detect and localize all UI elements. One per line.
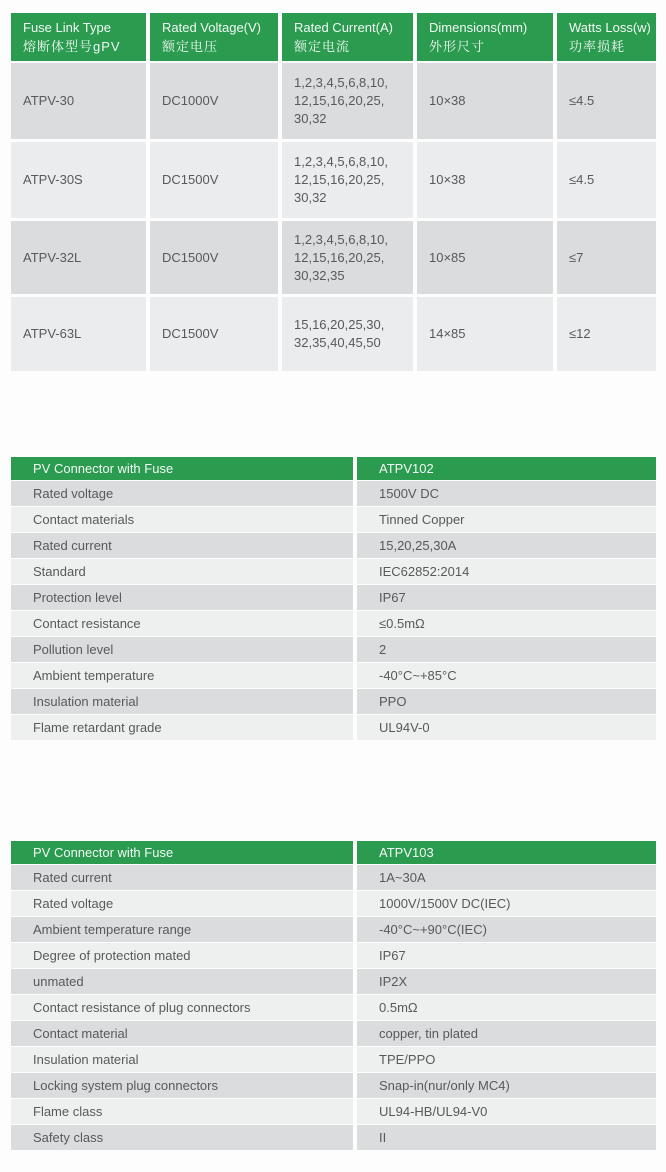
table-row xyxy=(11,663,656,688)
table-row xyxy=(11,689,656,714)
header-en: Fuse Link Type xyxy=(23,20,111,35)
table-row xyxy=(11,507,656,532)
header-zh: 额定电压 xyxy=(162,39,219,54)
spec-value: 2 xyxy=(357,637,656,662)
fuse-watts: ≤12 xyxy=(569,326,591,341)
table-row xyxy=(11,865,656,890)
spec-label: Insulation material xyxy=(11,689,353,714)
spec-value: IP67 xyxy=(357,585,656,610)
fuse-table-header-row xyxy=(11,13,656,61)
connector-table-body xyxy=(11,865,656,1150)
table-row xyxy=(11,1021,656,1046)
fuse-watts-cell xyxy=(557,221,656,294)
fuse-current: 15,16,20,25,30, 32,35,40,45,50 xyxy=(294,317,385,350)
connector-table-header xyxy=(11,841,656,864)
fuse-dimensions: 10×85 xyxy=(429,249,466,265)
spec-value: PPO xyxy=(357,689,656,714)
fuse-type: ATPV-63L xyxy=(23,326,82,341)
table-row xyxy=(11,637,656,662)
table-row xyxy=(11,943,656,968)
spec-value: 1500V DC xyxy=(357,481,656,506)
fuse-watts-cell xyxy=(557,142,656,218)
table-row xyxy=(11,585,656,610)
spec-value: II xyxy=(357,1125,656,1150)
spec-label: Flame retardant grade xyxy=(11,715,353,740)
spec-value: Tinned Copper xyxy=(357,507,656,532)
fuse-type-cell xyxy=(11,221,146,294)
fuse-dimensions-cell xyxy=(417,221,553,294)
fuse-voltage: DC1500V xyxy=(162,172,219,187)
table-row xyxy=(11,297,656,371)
spec-value: -40°C~+85°C xyxy=(357,663,656,688)
fuse-type: ATPV-32L xyxy=(23,249,82,265)
connector-table-title: PV Connector with Fuse xyxy=(11,457,353,480)
fuse-dimensions: 10×38 xyxy=(429,93,466,108)
spec-label: Ambient temperature range xyxy=(11,917,353,942)
spec-value: 0.5mΩ xyxy=(357,995,656,1020)
spec-label: Protection level xyxy=(11,585,353,610)
fuse-current: 1,2,3,4,5,6,8,10, 12,15,16,20,25, 30,32 xyxy=(294,75,388,126)
table-row xyxy=(11,533,656,558)
fuse-current-cell xyxy=(282,221,413,294)
fuse-dimensions-cell xyxy=(417,297,553,371)
fuse-watts: ≤4.5 xyxy=(569,172,595,187)
fuse-dimensions-cell xyxy=(417,142,553,218)
fuse-table-header-watts xyxy=(557,13,656,61)
table-row xyxy=(11,1125,656,1150)
fuse-dimensions-cell xyxy=(417,63,553,139)
spec-value: IEC62852:2014 xyxy=(357,559,656,584)
header-en: Rated Current(A) xyxy=(294,20,393,35)
table-row xyxy=(11,891,656,916)
spec-label: Rated current xyxy=(11,865,353,890)
spec-value: 1000V/1500V DC(IEC) xyxy=(357,891,656,916)
fuse-table-header-voltage xyxy=(150,13,278,61)
fuse-voltage-cell xyxy=(150,221,278,294)
spec-label: Safety class xyxy=(11,1125,353,1150)
spec-label: Pollution level xyxy=(11,637,353,662)
spec-value: UL94V-0 xyxy=(357,715,656,740)
connector-table-atpv103 xyxy=(11,841,656,1151)
spec-label: Degree of protection mated xyxy=(11,943,353,968)
header-zh: 外形尺寸 xyxy=(429,39,486,54)
fuse-table-header-current xyxy=(282,13,413,61)
header-zh: 额定电流 xyxy=(294,39,351,54)
table-row xyxy=(11,917,656,942)
fuse-voltage-cell xyxy=(150,63,278,139)
header-zh: 熔断体型号gPV xyxy=(23,39,121,54)
fuse-current-cell xyxy=(282,142,413,218)
fuse-type-cell xyxy=(11,297,146,371)
spec-value: 15,20,25,30A xyxy=(357,533,656,558)
table-row xyxy=(11,559,656,584)
spec-label: Rated current xyxy=(11,533,353,558)
spec-value: Snap-in(nur/only MC4) xyxy=(357,1073,656,1098)
fuse-type-cell xyxy=(11,142,146,218)
fuse-current-cell xyxy=(282,63,413,139)
fuse-voltage-cell xyxy=(150,142,278,218)
fuse-table-header-dimensions xyxy=(417,13,553,61)
spec-value: UL94-HB/UL94-V0 xyxy=(357,1099,656,1124)
spec-label: Contact resistance of plug connectors xyxy=(11,995,353,1020)
fuse-current: 1,2,3,4,5,6,8,10, 12,15,16,20,25, 30,32,35 xyxy=(294,231,388,283)
table-row xyxy=(11,1073,656,1098)
table-row xyxy=(11,221,656,294)
connector-table-header xyxy=(11,457,656,480)
header-en: Rated Voltage(V) xyxy=(162,20,262,35)
spec-label: Insulation material xyxy=(11,1047,353,1072)
spec-value: IP67 xyxy=(357,943,656,968)
fuse-link-table xyxy=(11,13,656,374)
fuse-voltage: DC1500V xyxy=(162,326,219,341)
spec-value: 1A~30A xyxy=(357,865,656,890)
header-en: Dimensions(mm) xyxy=(429,20,528,35)
connector-model-badge: ATPV103 xyxy=(357,841,656,864)
table-row xyxy=(11,481,656,506)
table-row xyxy=(11,715,656,740)
spec-label: Rated voltage xyxy=(11,891,353,916)
table-row xyxy=(11,1047,656,1072)
fuse-watts-cell xyxy=(557,63,656,139)
connector-table-title: PV Connector with Fuse xyxy=(11,841,353,864)
fuse-dimensions: 14×85 xyxy=(429,326,466,341)
connector-table-body xyxy=(11,481,656,740)
spec-value: ≤0.5mΩ xyxy=(357,611,656,636)
fuse-voltage: DC1500V xyxy=(162,249,219,265)
spec-label: Rated voltage xyxy=(11,481,353,506)
spec-value: IP2X xyxy=(357,969,656,994)
spec-label: Contact materials xyxy=(11,507,353,532)
spec-value: copper, tin plated xyxy=(357,1021,656,1046)
fuse-table-header-type xyxy=(11,13,146,61)
fuse-type: ATPV-30S xyxy=(23,172,83,187)
spec-value: TPE/PPO xyxy=(357,1047,656,1072)
fuse-dimensions: 10×38 xyxy=(429,172,466,187)
fuse-type: ATPV-30 xyxy=(23,93,75,108)
table-row xyxy=(11,995,656,1020)
spec-label: Contact material xyxy=(11,1021,353,1046)
connector-model-badge: ATPV102 xyxy=(357,457,656,480)
spec-label: Locking system plug connectors xyxy=(11,1073,353,1098)
fuse-watts-cell xyxy=(557,297,656,371)
table-row xyxy=(11,142,656,218)
fuse-watts: ≤7 xyxy=(569,249,584,265)
table-row xyxy=(11,63,656,139)
fuse-voltage-cell xyxy=(150,297,278,371)
fuse-current: 1,2,3,4,5,6,8,10, 12,15,16,20,25, 30,32 xyxy=(294,154,388,205)
fuse-voltage: DC1000V xyxy=(162,93,219,108)
spec-label: Ambient temperature xyxy=(11,663,353,688)
fuse-current-cell xyxy=(282,297,413,371)
spec-label: unmated xyxy=(11,969,353,994)
table-row xyxy=(11,1099,656,1124)
table-row xyxy=(11,611,656,636)
fuse-watts: ≤4.5 xyxy=(569,93,595,108)
spec-value: -40°C~+90°C(IEC) xyxy=(357,917,656,942)
spec-label: Standard xyxy=(11,559,353,584)
table-row xyxy=(11,969,656,994)
header-zh: 功率损耗 xyxy=(569,39,626,54)
fuse-type-cell xyxy=(11,63,146,139)
header-en: Watts Loss(w) xyxy=(569,20,651,35)
spec-label: Contact resistance xyxy=(11,611,353,636)
spec-label: Flame class xyxy=(11,1099,353,1124)
connector-table-atpv102 xyxy=(11,457,656,741)
